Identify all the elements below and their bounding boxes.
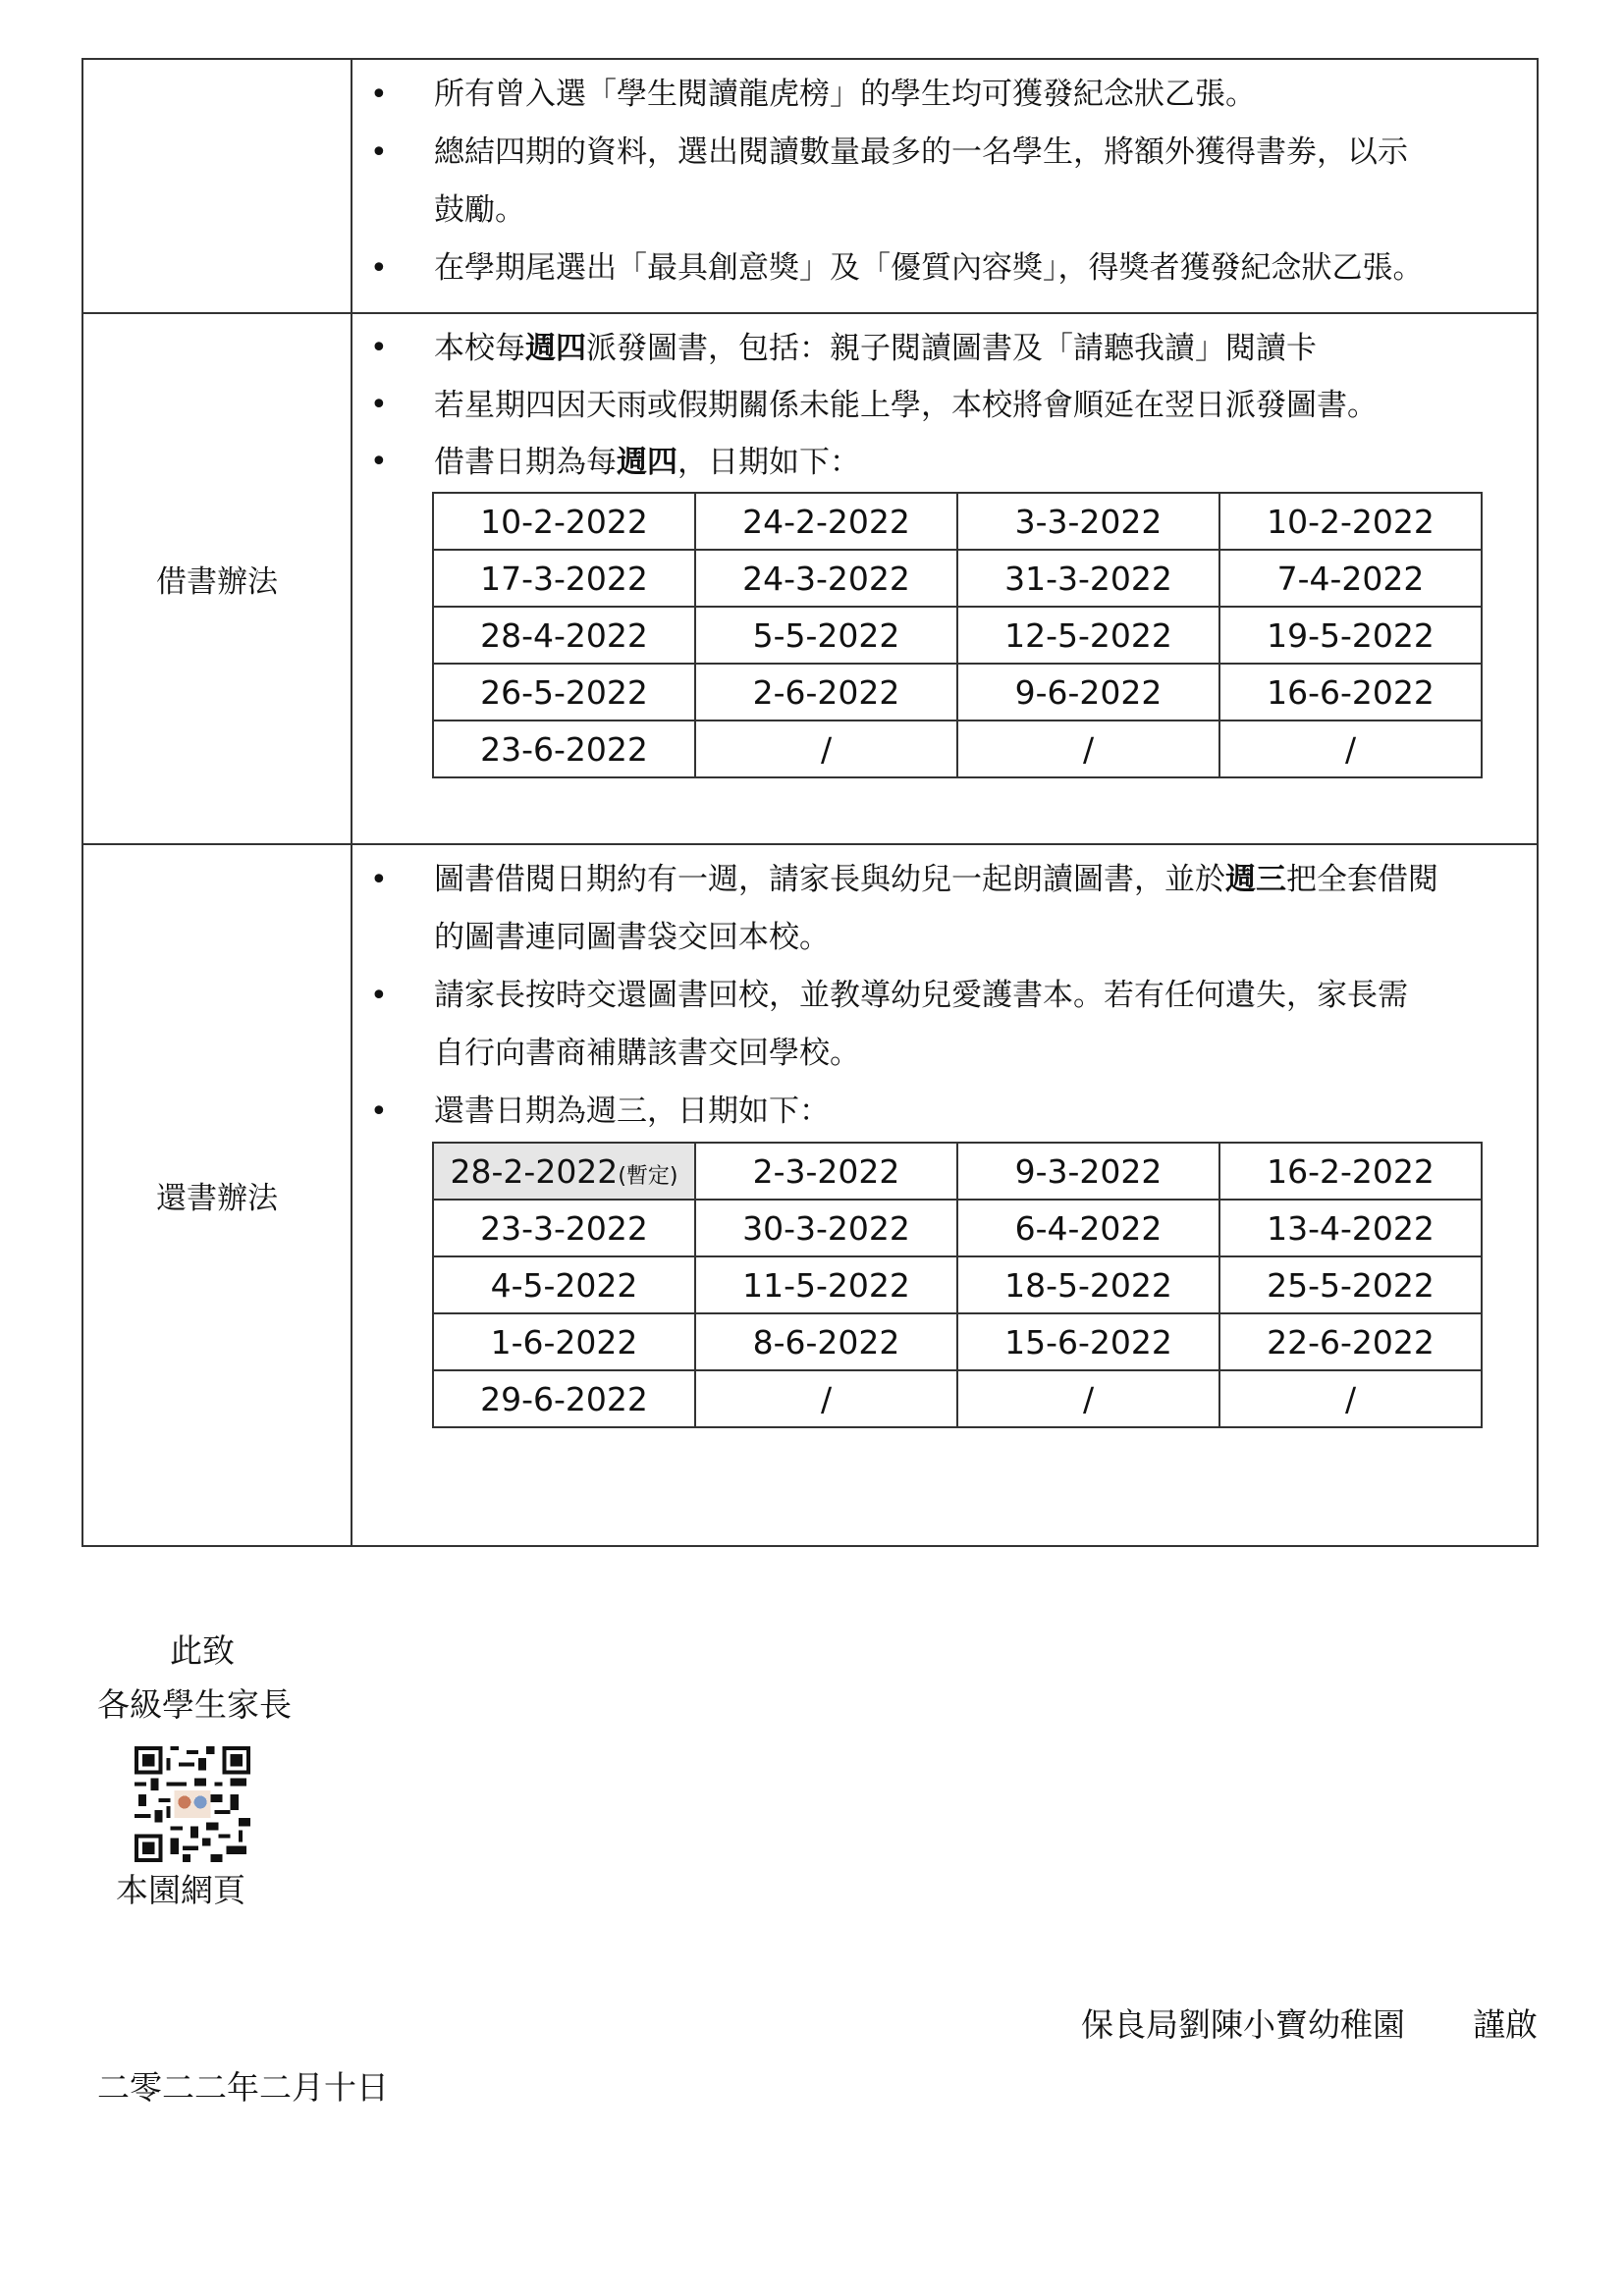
date-cell: 24-3-2022 bbox=[695, 550, 957, 607]
table-row bbox=[433, 721, 1482, 777]
date-cell: 31-3-2022 bbox=[957, 550, 1219, 607]
date-cell: 16-2-2022 bbox=[1219, 1143, 1482, 1200]
date-cell: 22-6-2022 bbox=[1219, 1313, 1482, 1370]
table-row bbox=[433, 1370, 1482, 1427]
return-label-cell bbox=[82, 844, 352, 1546]
provisional-note: (暫定) bbox=[618, 1163, 678, 1189]
date-cell: 9-3-2022 bbox=[957, 1143, 1219, 1200]
borrow-bullet-list bbox=[362, 320, 1527, 491]
bullet-text: 若星期四因天雨或假期關係未能上學，本校將會順延在翌日派發圖書。 bbox=[434, 388, 1378, 423]
date-cell: 28-4-2022 bbox=[433, 607, 695, 664]
date-cell: 23-3-2022 bbox=[433, 1200, 695, 1256]
date-cell: 26-5-2022 bbox=[433, 664, 695, 721]
table-row bbox=[433, 550, 1482, 607]
date-cell: / bbox=[1219, 1370, 1482, 1427]
borrow-row bbox=[82, 313, 1538, 844]
bullet-text: 所有曾入選「學生閱讀龍虎榜」的學生均可獲發紀念狀乙張。 bbox=[434, 77, 1256, 112]
date-cell: 13-4-2022 bbox=[1219, 1200, 1482, 1256]
table-row bbox=[433, 1256, 1482, 1313]
date-cell: 8-6-2022 bbox=[695, 1313, 957, 1370]
awards-bullet-list bbox=[362, 66, 1527, 297]
bullet-text: 還書日期為週三，日期如下： bbox=[434, 1094, 830, 1129]
date-cell: 6-4-2022 bbox=[957, 1200, 1219, 1256]
date-cell: 10-2-2022 bbox=[1219, 493, 1482, 550]
table-row bbox=[433, 1313, 1482, 1370]
return-content-cell bbox=[352, 844, 1538, 1546]
list-item bbox=[362, 320, 1527, 377]
date-cell: 2-6-2022 bbox=[695, 664, 957, 721]
bullet-text-continuation: 自行向書商補購該書交回學校。 bbox=[434, 1036, 860, 1071]
borrow-content-cell bbox=[352, 313, 1538, 844]
list-item bbox=[362, 967, 1527, 1083]
bullet-text: 圖書借閱日期約有一週，請家長與幼兒一起朗讀圖書，並於 bbox=[434, 862, 1225, 897]
list-item bbox=[362, 124, 1527, 240]
qr-caption: 本園網頁 bbox=[116, 1871, 245, 1909]
date-cell: 10-2-2022 bbox=[433, 493, 695, 550]
bullet-text: 借書日期為每 bbox=[434, 445, 617, 480]
return-row bbox=[82, 844, 1538, 1546]
table-row bbox=[433, 1143, 1482, 1200]
date-cell: 17-3-2022 bbox=[433, 550, 695, 607]
table-row bbox=[433, 493, 1482, 550]
list-item bbox=[362, 1083, 1527, 1141]
date-cell: 2-3-2022 bbox=[695, 1143, 957, 1200]
signature-suffix: 謹啟 bbox=[1473, 2005, 1538, 2044]
emphasis-text: 週三 bbox=[1225, 862, 1286, 897]
date-value: 28-2-2022 bbox=[450, 1151, 619, 1191]
bullet-text: 總結四期的資料，選出閱讀數量最多的一名學生，將額外獲得書劵，以示 bbox=[434, 134, 1408, 170]
date-cell: 5-5-2022 bbox=[695, 607, 957, 664]
date-cell: 1-6-2022 bbox=[433, 1313, 695, 1370]
return-bullet-list bbox=[362, 851, 1527, 1141]
date-cell: / bbox=[957, 721, 1219, 777]
school-signature: 保良局劉陳小寶幼稚園 bbox=[1081, 2005, 1405, 2044]
table-row bbox=[433, 664, 1482, 721]
table-row bbox=[433, 607, 1482, 664]
notice-table bbox=[81, 58, 1539, 1547]
qr-code-icon[interactable] bbox=[135, 1746, 250, 1862]
section-label: 還書辦法 bbox=[156, 1181, 278, 1216]
date-cell: 9-6-2022 bbox=[957, 664, 1219, 721]
emphasis-text: 週四 bbox=[617, 445, 677, 480]
list-item bbox=[362, 434, 1527, 491]
list-item bbox=[362, 66, 1527, 124]
table-row bbox=[433, 1200, 1482, 1256]
date-cell: 11-5-2022 bbox=[695, 1256, 957, 1313]
bullet-text: 本校每 bbox=[434, 331, 525, 366]
bullet-text: 派發圖書，包括：親子閱讀圖書及「請聽我讀」閱讀卡 bbox=[586, 331, 1317, 366]
date-cell: 4-5-2022 bbox=[433, 1256, 695, 1313]
date-cell: 3-3-2022 bbox=[957, 493, 1219, 550]
bullet-text: 把全套借閱 bbox=[1286, 862, 1438, 897]
awards-row bbox=[82, 59, 1538, 313]
bullet-text-continuation: 鼓勵。 bbox=[434, 192, 525, 228]
date-cell: / bbox=[695, 1370, 957, 1427]
borrow-label-cell bbox=[82, 313, 352, 844]
date-cell: 29-6-2022 bbox=[433, 1370, 695, 1427]
emphasis-text: 週四 bbox=[525, 331, 586, 366]
date-cell: 16-6-2022 bbox=[1219, 664, 1482, 721]
list-item bbox=[362, 377, 1527, 434]
bullet-text: 在學期尾選出「最具創意獎」及「優質內容獎」，得獎者獲發紀念狀乙張。 bbox=[434, 250, 1424, 286]
bullet-text-continuation: 的圖書連同圖書袋交回本校。 bbox=[434, 920, 830, 955]
bullet-text: 請家長按時交還圖書回校，並教導幼兒愛護書本。若有任何遺失，家長需 bbox=[434, 978, 1408, 1013]
date-cell: 25-5-2022 bbox=[1219, 1256, 1482, 1313]
borrow-dates-table bbox=[432, 492, 1483, 778]
date-cell: 23-6-2022 bbox=[433, 721, 695, 777]
date-cell: 19-5-2022 bbox=[1219, 607, 1482, 664]
date-cell: 7-4-2022 bbox=[1219, 550, 1482, 607]
section-label: 借書辦法 bbox=[156, 564, 278, 600]
date-cell bbox=[433, 1143, 695, 1200]
date-cell: / bbox=[695, 721, 957, 777]
date-cell: 24-2-2022 bbox=[695, 493, 957, 550]
date-cell: / bbox=[957, 1370, 1219, 1427]
date-cell: 18-5-2022 bbox=[957, 1256, 1219, 1313]
bullet-text: ，日期如下： bbox=[677, 445, 860, 480]
list-item bbox=[362, 851, 1527, 967]
salutation: 此致 bbox=[170, 1631, 235, 1670]
letter-date: 二零二二年二月十日 bbox=[97, 2068, 389, 2107]
date-cell: 30-3-2022 bbox=[695, 1200, 957, 1256]
date-cell: / bbox=[1219, 721, 1482, 777]
awards-label-cell bbox=[82, 59, 352, 313]
awards-content-cell bbox=[352, 59, 1538, 313]
date-cell: 12-5-2022 bbox=[957, 607, 1219, 664]
addressee: 各級學生家長 bbox=[97, 1685, 292, 1724]
list-item bbox=[362, 240, 1527, 297]
date-cell: 15-6-2022 bbox=[957, 1313, 1219, 1370]
return-dates-table bbox=[432, 1142, 1483, 1428]
